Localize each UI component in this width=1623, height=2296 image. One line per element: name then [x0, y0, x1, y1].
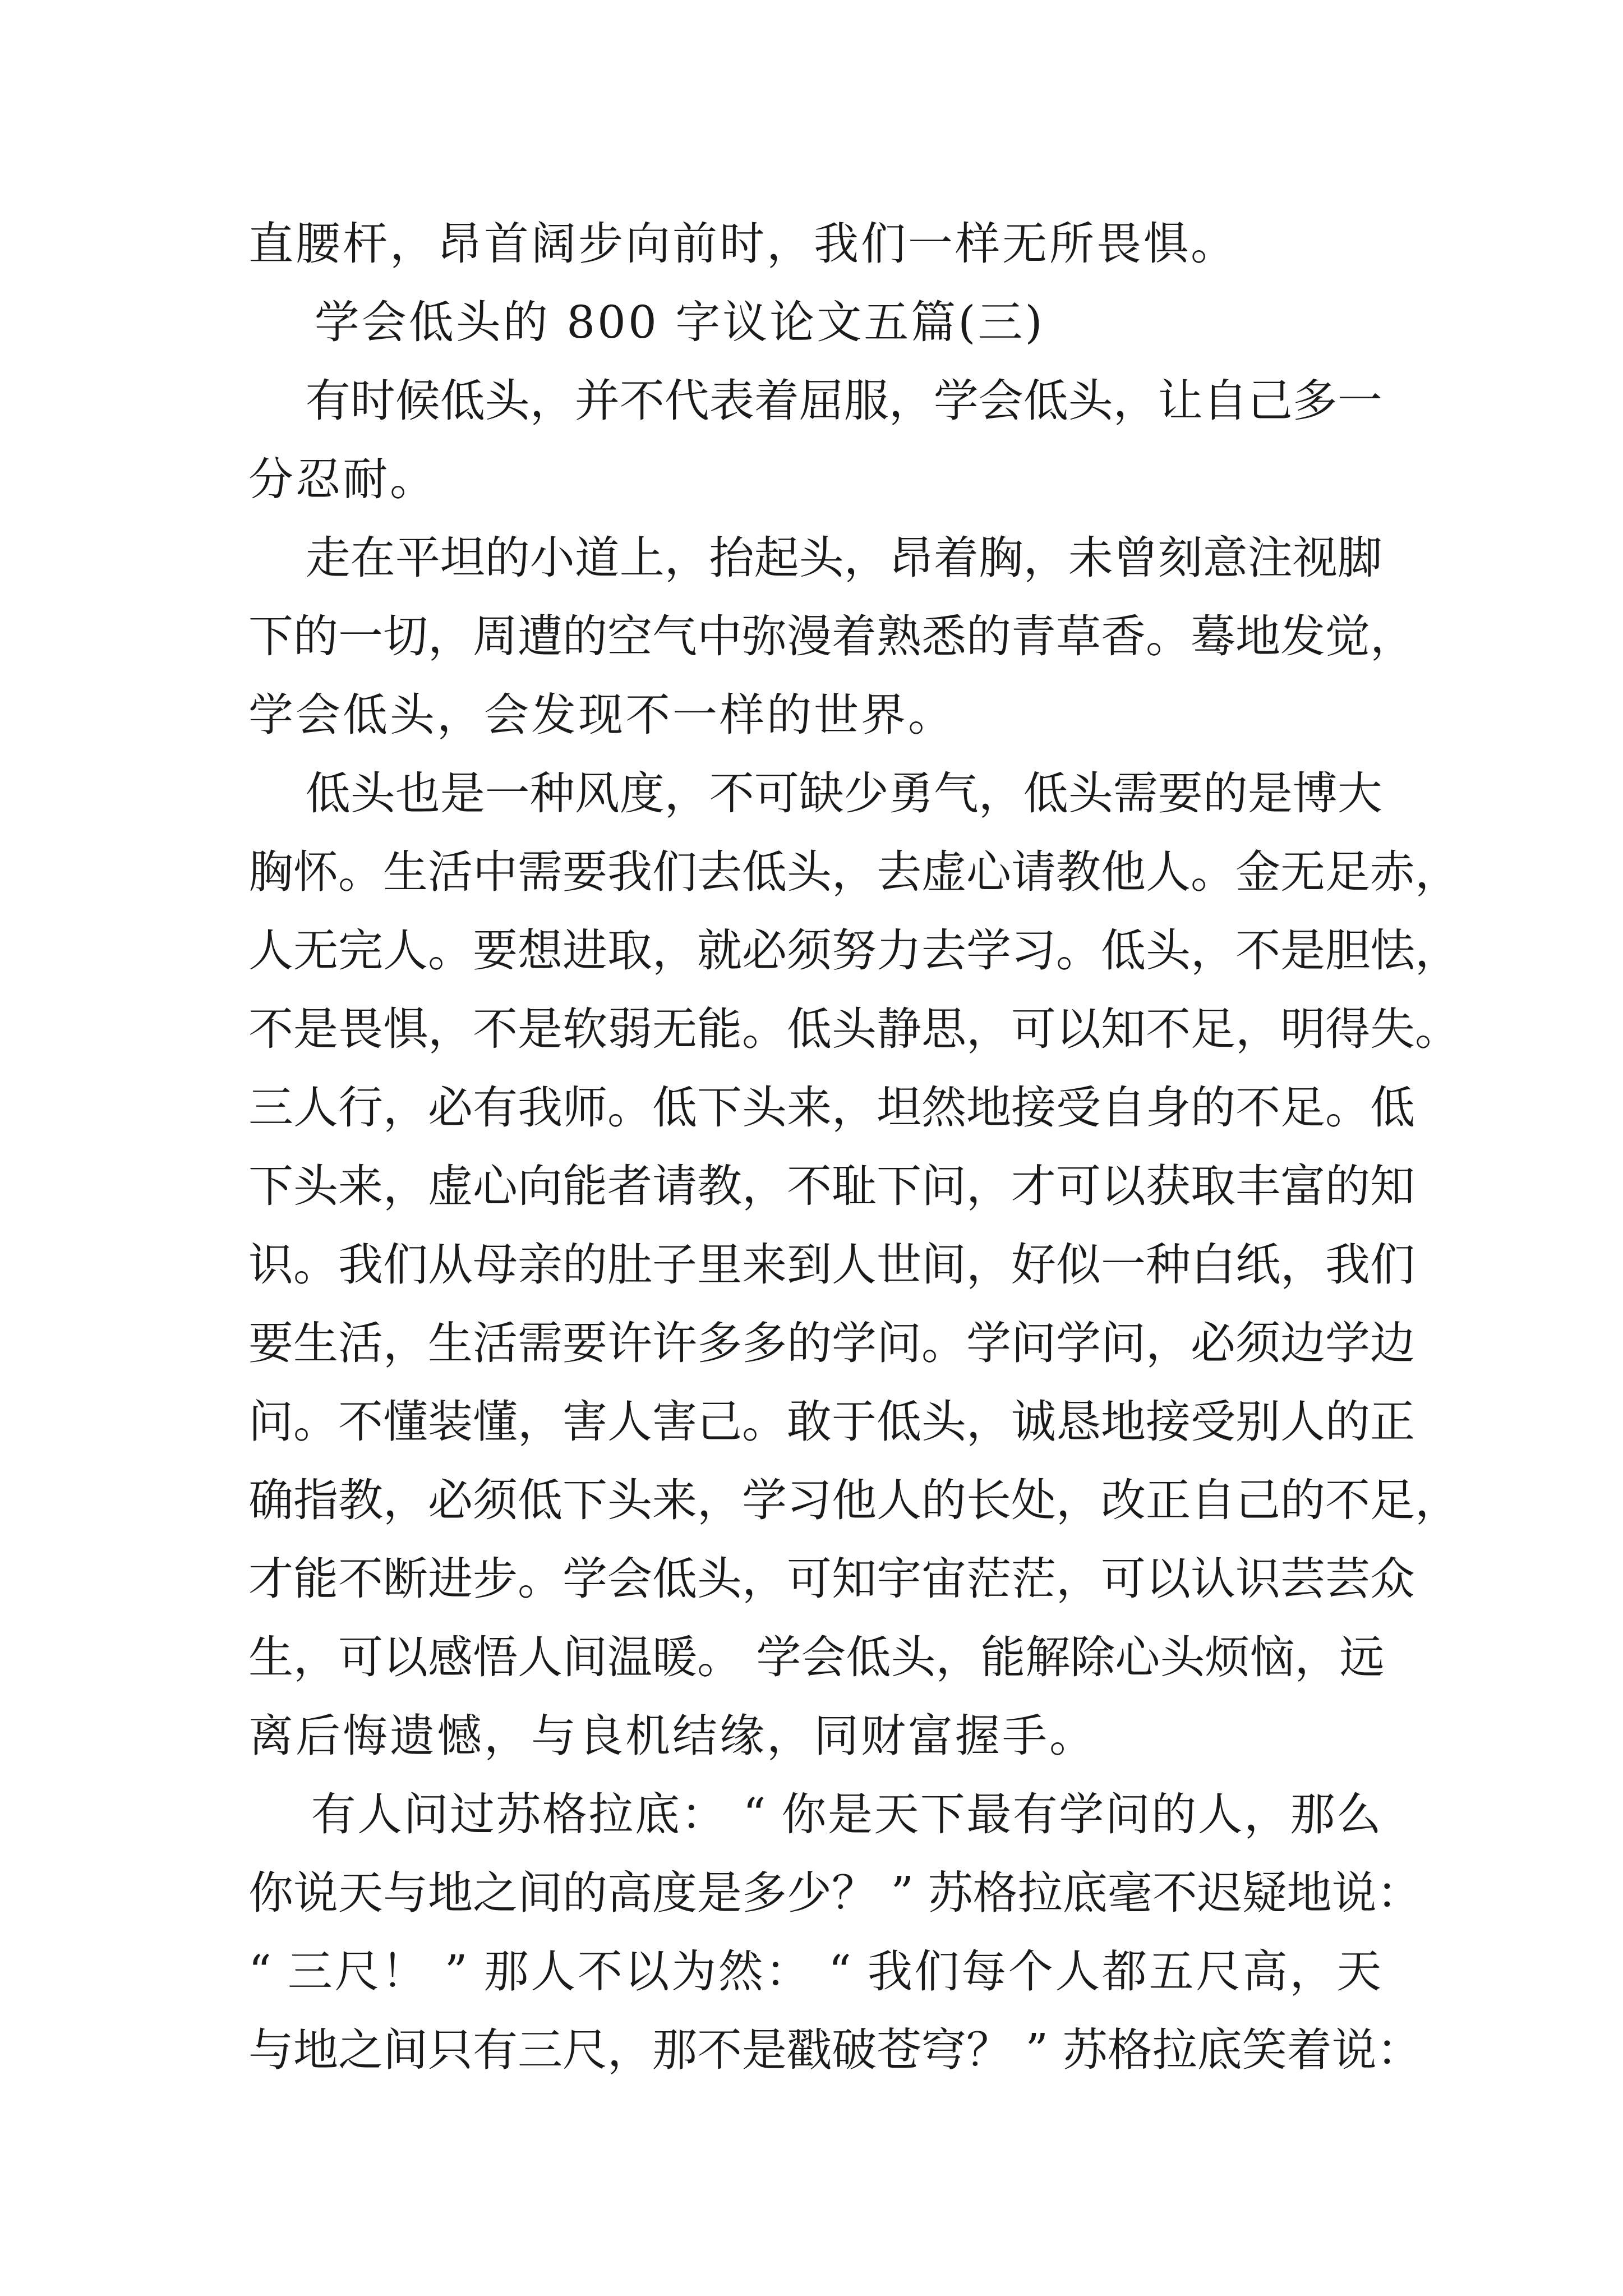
text-line: 确指教，必须低下头来，学习他人的长处，改正自己的不足， [248, 1474, 1460, 1526]
text-line: 你说天与地之间的高度是多少？ ” 苏格拉底毫不迟疑地说： [248, 1867, 1422, 1919]
text-line: 下的一切，周遭的空气中弥漫着熟悉的青草香。蓦地发觉， [248, 610, 1415, 662]
text-line: 不是畏惧，不是软弱无能。低头静思，可以知不足，明得失。 [248, 1003, 1460, 1055]
text-line: 才能不断进步。学会低头，可知宇宙茫茫，可以认识芸芸众 [248, 1553, 1415, 1605]
text-line: 胸怀。生活中需要我们去低头，去虚心请教他人。金无足赤， [248, 846, 1460, 898]
text-line: 离后悔遗憾，与良机结缘，同财富握手。 [248, 1710, 1096, 1762]
text-line: 分忍耐。 [248, 453, 437, 505]
text-line: 有时候低头，并不代表着屈服，学会低头，让自己多一 [248, 375, 1382, 427]
text-line: “ 三尺！ ” 那人不以为然： “ 我们每个人都五尺高，天 [248, 1945, 1381, 1998]
section-heading: 学会低头的 800 字议论文五篇(三) [248, 296, 1045, 348]
text-line: 学会低头，会发现不一样的世界。 [248, 689, 955, 741]
text-line: 问。不懂装懂，害人害己。敢于低头，诚恳地接受别人的正 [248, 1396, 1415, 1448]
text-line: 要生活，生活需要许许多多的学问。学问学问，必须边学边 [248, 1317, 1415, 1369]
text-line: 三人行，必有我师。低下头来，坦然地接受自身的不足。低 [248, 1082, 1415, 1134]
text-line: 直腰杆，昂首阔步向前时，我们一样无所畏惧。 [248, 218, 1238, 270]
text-line: 人无完人。要想进取，就必须努力去学习。低头，不是胆怯， [248, 924, 1460, 977]
text-line: 走在平坦的小道上，抬起头，昂着胸，未曾刻意注视脚 [248, 532, 1382, 584]
text-line: 低头也是一种风度，不可缺少勇气，低头需要的是博大 [248, 767, 1382, 820]
text-line: 有人问过苏格拉底： “ 你是天下最有学问的人，那么 [248, 1788, 1381, 1841]
text-line: 下头来，虚心向能者请教，不耻下问，才可以获取丰富的知 [248, 1160, 1415, 1212]
text-line: 识。我们从母亲的肚子里来到人世间，好似一种白纸，我们 [248, 1239, 1415, 1291]
text-line: 生，可以感悟人间温暖。 学会低头，能解除心头烦恼，远 [248, 1631, 1385, 1683]
text-line: 与地之间只有三尺，那不是戳破苍穹？ ” 苏格拉底笑着说： [248, 2024, 1422, 2076]
